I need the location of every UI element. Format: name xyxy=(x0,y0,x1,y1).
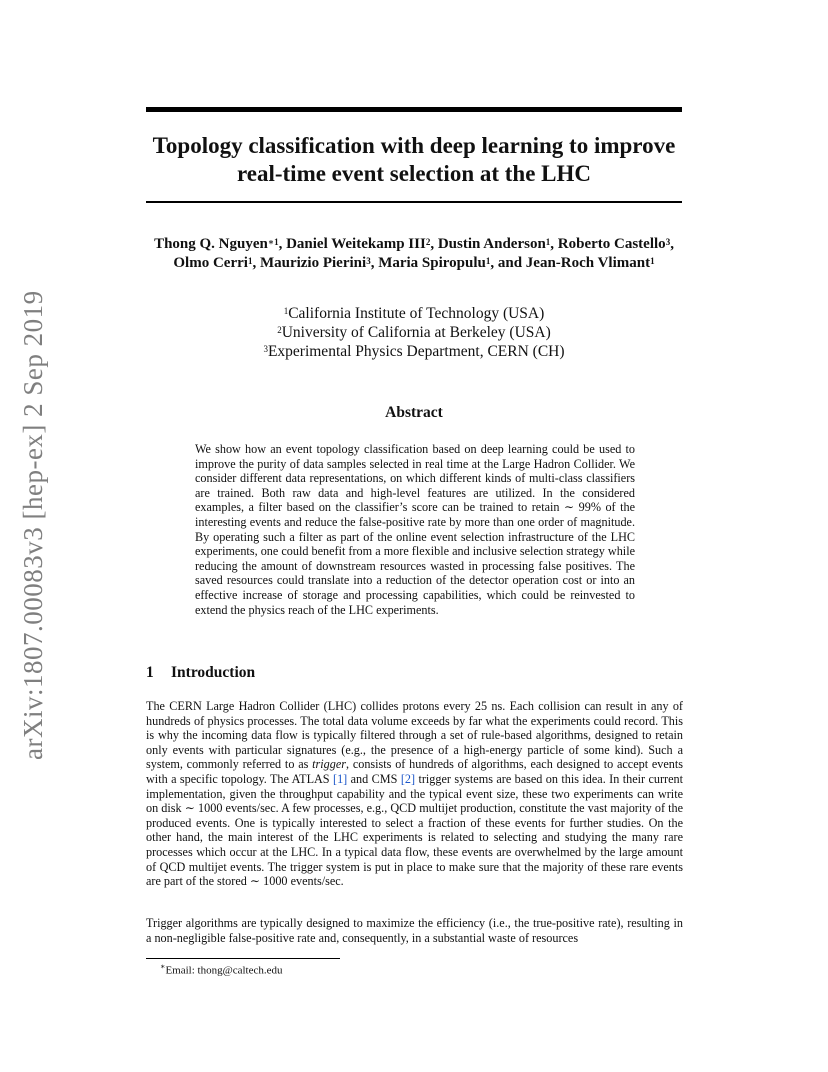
body-paragraph: The CERN Large Hadron Collider (LHC) collides protons every 25 ns. Each collision can result in any of hundreds of physics processes. The total data volume exceeds by far what the experiments could record. This is why the incoming data flow is typically filtered through a set of rule-based algorithms, designed to retain only events with particular signatures (e.g., the presence of a high-energy particle of some kind). Such a system, commonly referred to as trigger, consists of hundreds of algorithms, each designed to accept events with a specific topology. The ATLAS [1] and CMS [2] trigger systems are based on this idea. In their current implementation, given the throughput capability and the typical event size, these two experiments can write on disk ∼ 1000 events/sec. A few processes, e.g., QCD multijet production, constitute the vast majority of the produced events. One is typically interested to select a fraction of these events for further studies. On the other hand, the main interest of the LHC experiments is related to selecting and studying the many rare processes which occur at the LHC. In a typical data flow, these events are overwhelmed by the large amount of QCD multijet events. The trigger system is put in place to make sure that the majority of these rare events are part of the stored ∼ 1000 events/sec. xyxy=(146,699,683,889)
arxiv-identifier: arXiv:1807.00083v3 [hep-ex] 2 Sep 2019 xyxy=(18,290,48,760)
citation-link[interactable]: [2] xyxy=(400,771,416,786)
abstract-heading: Abstract xyxy=(385,404,443,421)
title-line: Topology classification with deep learning to improve xyxy=(152,133,676,158)
affiliation: $^3$Experimental Physics Department, CERN (CH) xyxy=(263,343,565,360)
footnote-rule xyxy=(146,958,340,959)
affiliation: $^1$California Institute of Technology (USA) xyxy=(283,305,545,322)
title-bottom-rule xyxy=(146,201,682,203)
section-title: Introduction xyxy=(171,664,256,681)
author: Maria Spiropulu$^1$, xyxy=(378,255,498,271)
author: Maurizio Pierini$^3$, xyxy=(259,255,379,271)
author: Dustin Anderson$^1$, xyxy=(437,236,558,252)
title-top-rule xyxy=(146,107,682,112)
footnote: ∗Email: thong@caltech.edu xyxy=(160,962,283,977)
author: and Jean-Roch Vlimant$^1$ xyxy=(497,255,655,271)
author-list xyxy=(146,235,682,273)
emphasized-term: trigger xyxy=(312,757,346,772)
body-paragraph: Trigger algorithms are typically designed to maximize the efficiency (i.e., the true-positive rate), resulting in a non-negligible false-positive rate and, consequently, in a substantial waste of resources xyxy=(146,916,683,945)
title-line: real-time event selection at the LHC xyxy=(236,161,592,186)
citation-link[interactable]: [1] xyxy=(333,771,348,786)
paper-title xyxy=(146,132,682,188)
author: Roberto Castello$^3$, xyxy=(557,236,674,252)
affiliation-list xyxy=(146,304,682,361)
section-number: 1 xyxy=(146,664,154,681)
affiliation: $^2$University of California at Berkeley (USA) xyxy=(277,324,551,341)
author: Daniel Weitekamp III$^2$, xyxy=(286,236,438,252)
author: Thong Q. Nguyen$^{∗1}$, xyxy=(154,236,287,252)
section-heading xyxy=(146,664,255,682)
author: Olmo Cerri$^1$, xyxy=(173,255,260,271)
abstract-text: We show how an event topology classification based on deep learning could be used to improve the purity of data samples selected in real time at the Large Hadron Collider. We consider different data representations, on which different kinds of multi-class classifiers are trained. Both raw data and high-level features are utilized. In the considered examples, a filter based on the classifier’s score can be trained to retain ∼ 99% of the interesting events and reduce the false-positive rate by more than one order of magnitude. By operating such a filter as part of the online event selection infrastructure of the LHC experiments, one could benefit from a more flexible and inclusive selection strategy while reducing the amount of downstream resources wasted in processing false positives. The saved resources could translate into a reduction of the detector operation cost or into an effective increase of storage and processing capabilities, which could be reinvested to extend the physics reach of the LHC experiments. xyxy=(195,442,635,617)
